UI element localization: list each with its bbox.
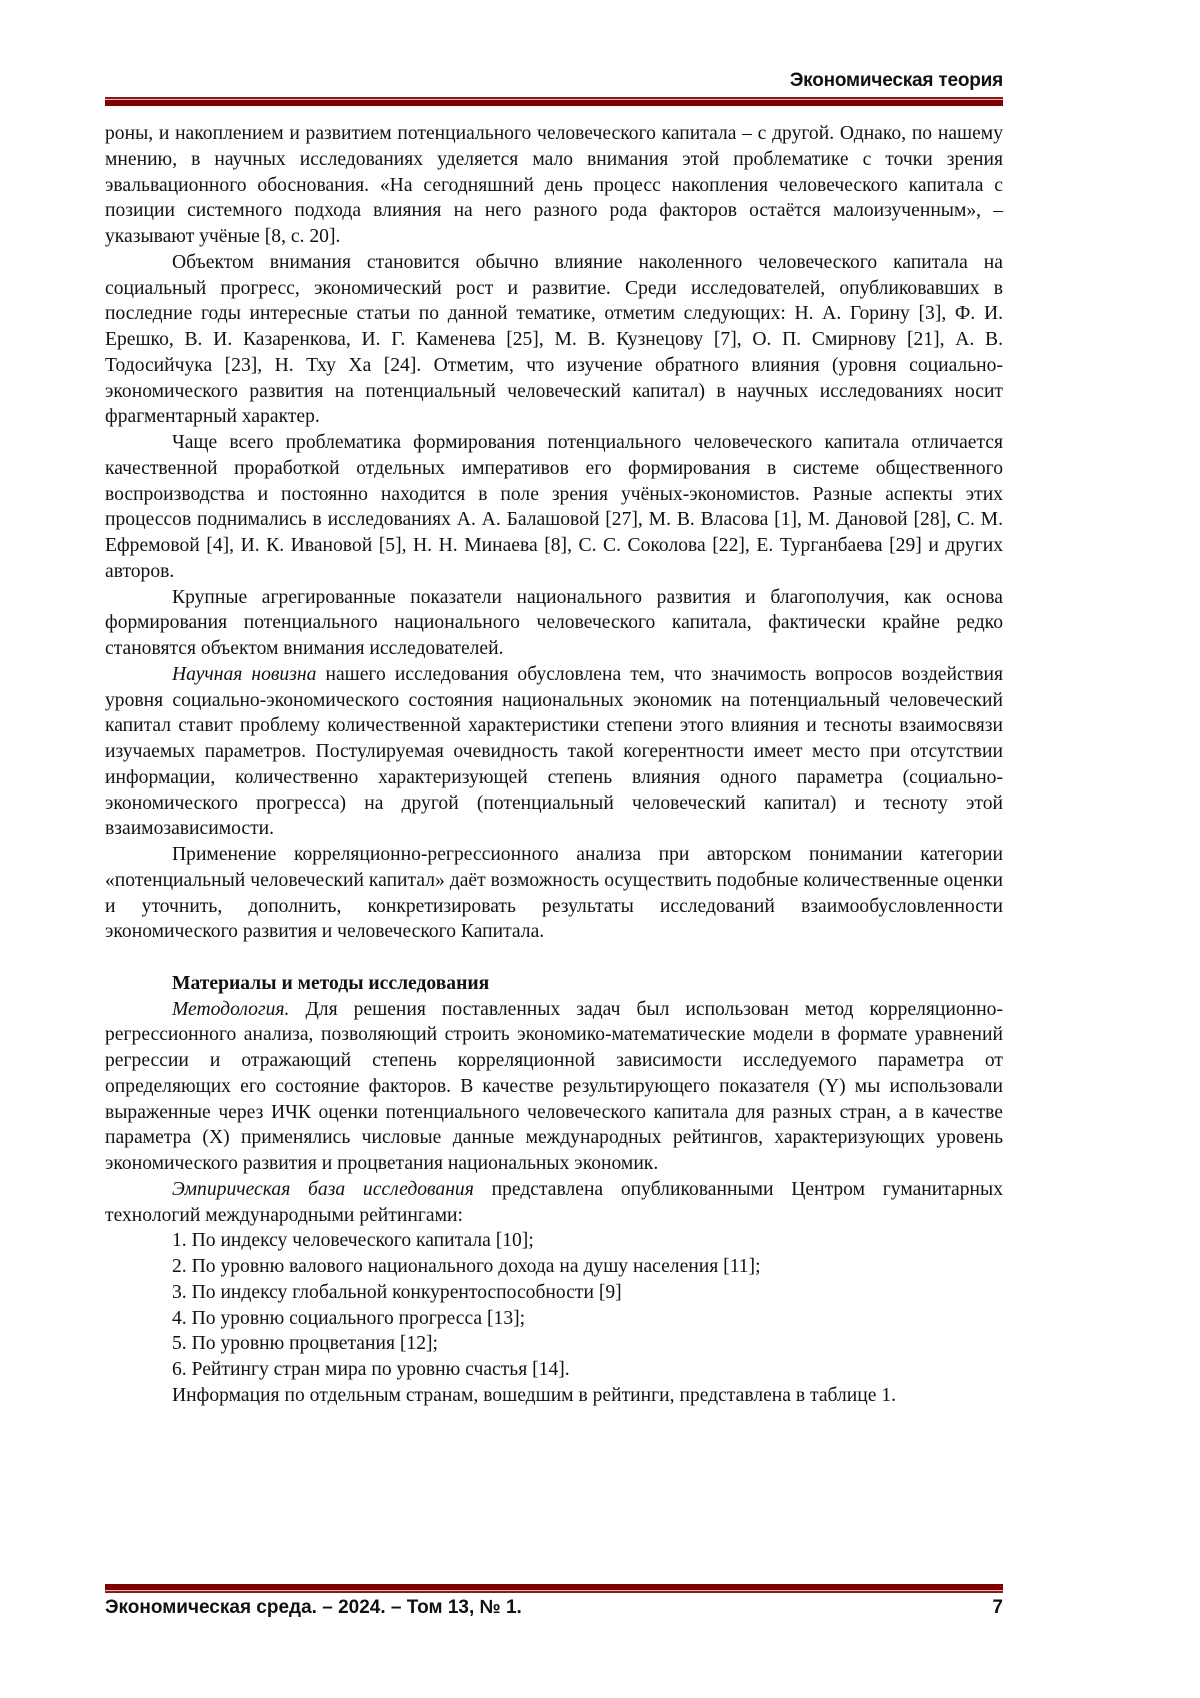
list-item: 3. По индексу глобальной конкурентоспособности [9] — [105, 1280, 1003, 1306]
empirical-paragraph — [105, 1177, 1003, 1229]
article-body — [105, 121, 1003, 1409]
paragraph: Чаще всего проблематика формирования потенциального человеческого капитала отличается качественной проработкой отдельных императивов его формирования в системе общественного воспроизводства и постоянно находится в поле зрения учёных-экономистов. Разные аспекты этих процессов поднимались в исследованиях А. А. Балашовой [27], М. В. Власова [1], М. Дановой [28], С. М. Ефремовой [4], И. К. Ивановой [5], Н. Н. Минаева [8], С. С. Соколова [22], Е. Турганбаева [29] и других авторов. — [105, 430, 1003, 585]
closing-line: Информация по отдельным странам, вошедшим в рейтинги, представлена в таблице 1. — [105, 1383, 1003, 1409]
running-footer — [105, 1597, 1003, 1619]
running-header: Экономическая теория — [105, 70, 1003, 92]
empirical-lead: Эмпирическая база исследования — [172, 1179, 474, 1200]
header-divider — [105, 97, 1003, 106]
paragraph: роны, и накоплением и развитием потенциального человеческого капитала – с другой. Однако, по нашему мнению, в научных исследованиях уделяется мало внимания этой проблематике с точки зрения эвальвационного обоснования. «На сегодняшний день процесс накопления человеческого капитала с позиции системного подхода влияния на него разного рода факторов остаётся малоизученным», – указывают учёные [8, с. 20]. — [105, 121, 1003, 250]
footer-divider — [105, 1584, 1003, 1593]
list-item: 4. По уровню социального прогресса [13]; — [105, 1306, 1003, 1332]
paragraph: Крупные агрегированные показатели национального развития и благополучия, как основа формирования потенциального национального человеческого капитала, фактически крайне редко становятся объектом внимания исследователей. — [105, 585, 1003, 662]
page-number: 7 — [992, 1597, 1003, 1619]
section-heading: Материалы и методы исследования — [105, 971, 1003, 997]
list-item: 1. По индексу человеческого капитала [10]; — [105, 1228, 1003, 1254]
novelty-text: нашего исследования обусловлена тем, что значимость вопросов воздействия уровня социально-экономического состояния национальных экономик на потенциальный человеческий капитал ставит проблему количественной характеристики степени этого влияния и тесноты взаимосвязи изучаемых параметров. Постулируемая очевидность такой когерентности имеет место при отсутствии информации, количественно характеризующей степень влияния одного параметра (социально-экономического прогресса) на другой (потенциальный человеческий капитал) и тесноту этой взаимозависимости. — [105, 664, 1003, 840]
methodology-paragraph — [105, 997, 1003, 1177]
journal-citation: Экономическая среда. – 2024. – Том 13, № 1. — [105, 1597, 522, 1619]
methodology-text: Для решения поставленных задач был использован метод корреляционно-регрессионного анализа, позволяющий строить экономико-математические модели в формате уравнений регрессии и отражающий степень корреляционной зависимости исследуемого параметра от определяющих его состояние факторов. В качестве результирующего показателя (Y) мы использовали выраженные через ИЧК оценки потенциального человеческого капитала для разных стран, а в качестве параметра (X) применялись числовые данные международных рейтингов, характеризующих уровень экономического развития и процветания национальных экономик. — [105, 999, 1003, 1175]
empirical-text: представлена опубликованными Центром гуманитарных технологий международными рейтингами: — [105, 1179, 1003, 1226]
paragraph: Объектом внимания становится обычно влияние наколенного человеческого капитала на социальный прогресс, экономический рост и развитие. Среди исследователей, опубликовавших в последние годы интересные статьи по данной тематике, отметим следующих: Н. А. Горину [3], Ф. И. Ерешко, В. И. Казаренкова, И. Г. Каменева [25], М. В. Кузнецову [7], О. П. Смирнову [21], А. В. Тодосийчука [23], Н. Тху Ха [24]. Отметим, что изучение обратного влияния (уровня социально-экономического развития на потенциальный человеческий капитал) в научных исследованиях носит фрагментарный характер. — [105, 250, 1003, 430]
list-item: 2. По уровню валового национального дохода на душу населения [11]; — [105, 1254, 1003, 1280]
novelty-paragraph — [105, 662, 1003, 842]
list-item: 5. По уровню процветания [12]; — [105, 1331, 1003, 1357]
paragraph: Применение корреляционно-регрессионного анализа при авторском понимании категории «потенциальный человеческий капитал» даёт возможность осуществить подобные количественные оценки и уточнить, дополнить, конкретизировать результаты исследований взаимообусловленности экономического развития и человеческого Капитала. — [105, 842, 1003, 945]
novelty-lead: Научная новизна — [172, 664, 316, 685]
list-item: 6. Рейтингу стран мира по уровню счастья [14]. — [105, 1357, 1003, 1383]
methodology-lead: Методология. — [172, 999, 289, 1020]
